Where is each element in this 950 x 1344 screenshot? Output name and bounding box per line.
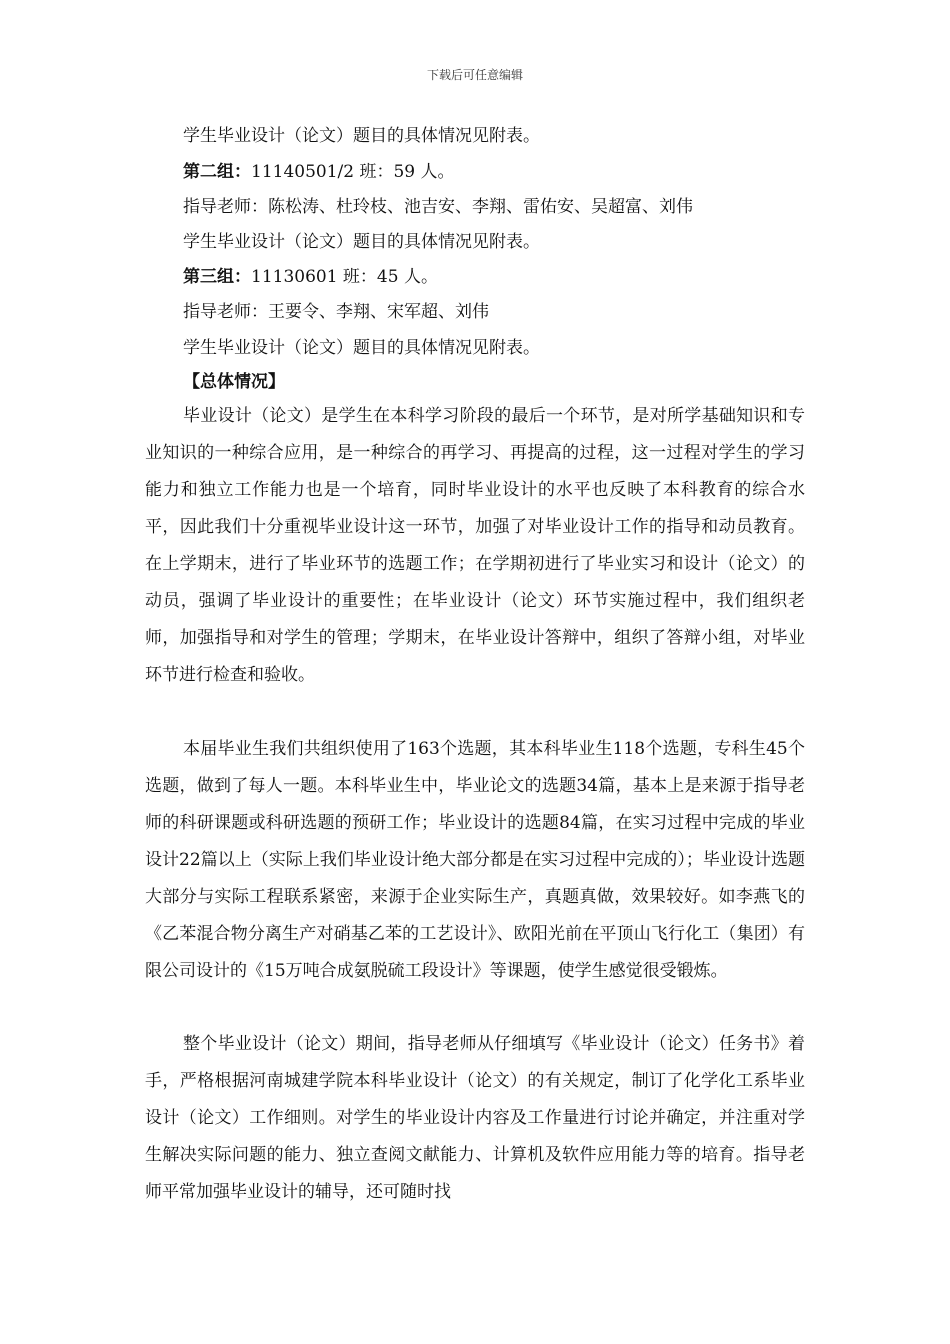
group-3-detail: 学生毕业设计（论文）题目的具体情况见附表。 (183, 338, 540, 358)
group-3-heading (183, 265, 438, 289)
group-2-heading (183, 160, 455, 184)
group-3-class-info: 11130601 班：45 人。 (251, 267, 438, 287)
group-1-detail: 学生毕业设计（论文）题目的具体情况见附表。 (183, 126, 540, 146)
paragraph-guidance: 整个毕业设计（论文）期间，指导老师从仔细填写《毕业设计（论文）任务书》着手，严格根据河南城建学院本科毕业设计（论文）的有关规定，制订了化学化工系毕业设计（论文）工作细则。对学生的毕业设计内容及工作量进行讨论并确定，并注重对学生解决实际问题的能力、独立查阅文献能力、计算机及软件应用能力等的培育。指导老师平常加强毕业设计的辅导，还可随时找 (145, 1034, 805, 1202)
group-2-title: 第二组： (183, 162, 251, 182)
paragraph-overview: 毕业设计（论文）是学生在本科学习阶段的最后一个环节，是对所学基础知识和专业知识的一种综合应用，是一种综合的再学习、再提高的过程，这一过程对学生的学习能力和独立工作能力也是一个培育，同时毕业设计的水平也反映了本科教育的综合水平，因此我们十分重视毕业设计这一环节，加强了对毕业设计工作的指导和动员教育。在上学期末，进行了毕业环节的选题工作；在学期初进行了毕业实习和设计（论文）的动员，强调了毕业设计的重要性；在毕业设计（论文）环节实施过程中，我们组织老师，加强指导和对学生的管理；学期末，在毕业设计答辩中，组织了答辩小组，对毕业环节进行检查和验收。 (145, 406, 805, 685)
group-2-detail: 学生毕业设计（论文）题目的具体情况见附表。 (183, 232, 540, 252)
section-title: 【总体情况】 (183, 372, 285, 392)
page-header: 下载后可任意编辑 (426, 68, 523, 82)
group-2-class-info: 11140501/2 班：59 人。 (251, 162, 455, 182)
group-3-title: 第三组： (183, 267, 251, 287)
group-2-advisors: 指导老师：陈松涛、杜玲枝、池吉安、李翔、雷佑安、吴超富、刘伟 (183, 197, 693, 217)
paragraph-topics: 本届毕业生我们共组织使用了163个选题，其本科毕业生118个选题，专科生45个选题，做到了每人一题。本科毕业生中，毕业论文的选题34篇，基本上是来源于指导老师的科研课题或科研选题的预研工作；毕业设计的选题84篇，在实习过程中完成的毕业设计22篇以上（实际上我们毕业设计绝大部分都是在实习过程中完成的）；毕业设计选题大部分与实际工程联系紧密，来源于企业实际生产，真题真做，效果较好。如李燕飞的《乙苯混合物分离生产对硝基乙苯的工艺设计》、欧阳光前在平顶山飞行化工（集团）有限公司设计的《15万吨合成氨脱硫工段设计》等课题，使学生感觉很受锻炼。 (145, 739, 805, 981)
group-3-advisors: 指导老师：王要令、李翔、宋军超、刘伟 (183, 302, 489, 322)
